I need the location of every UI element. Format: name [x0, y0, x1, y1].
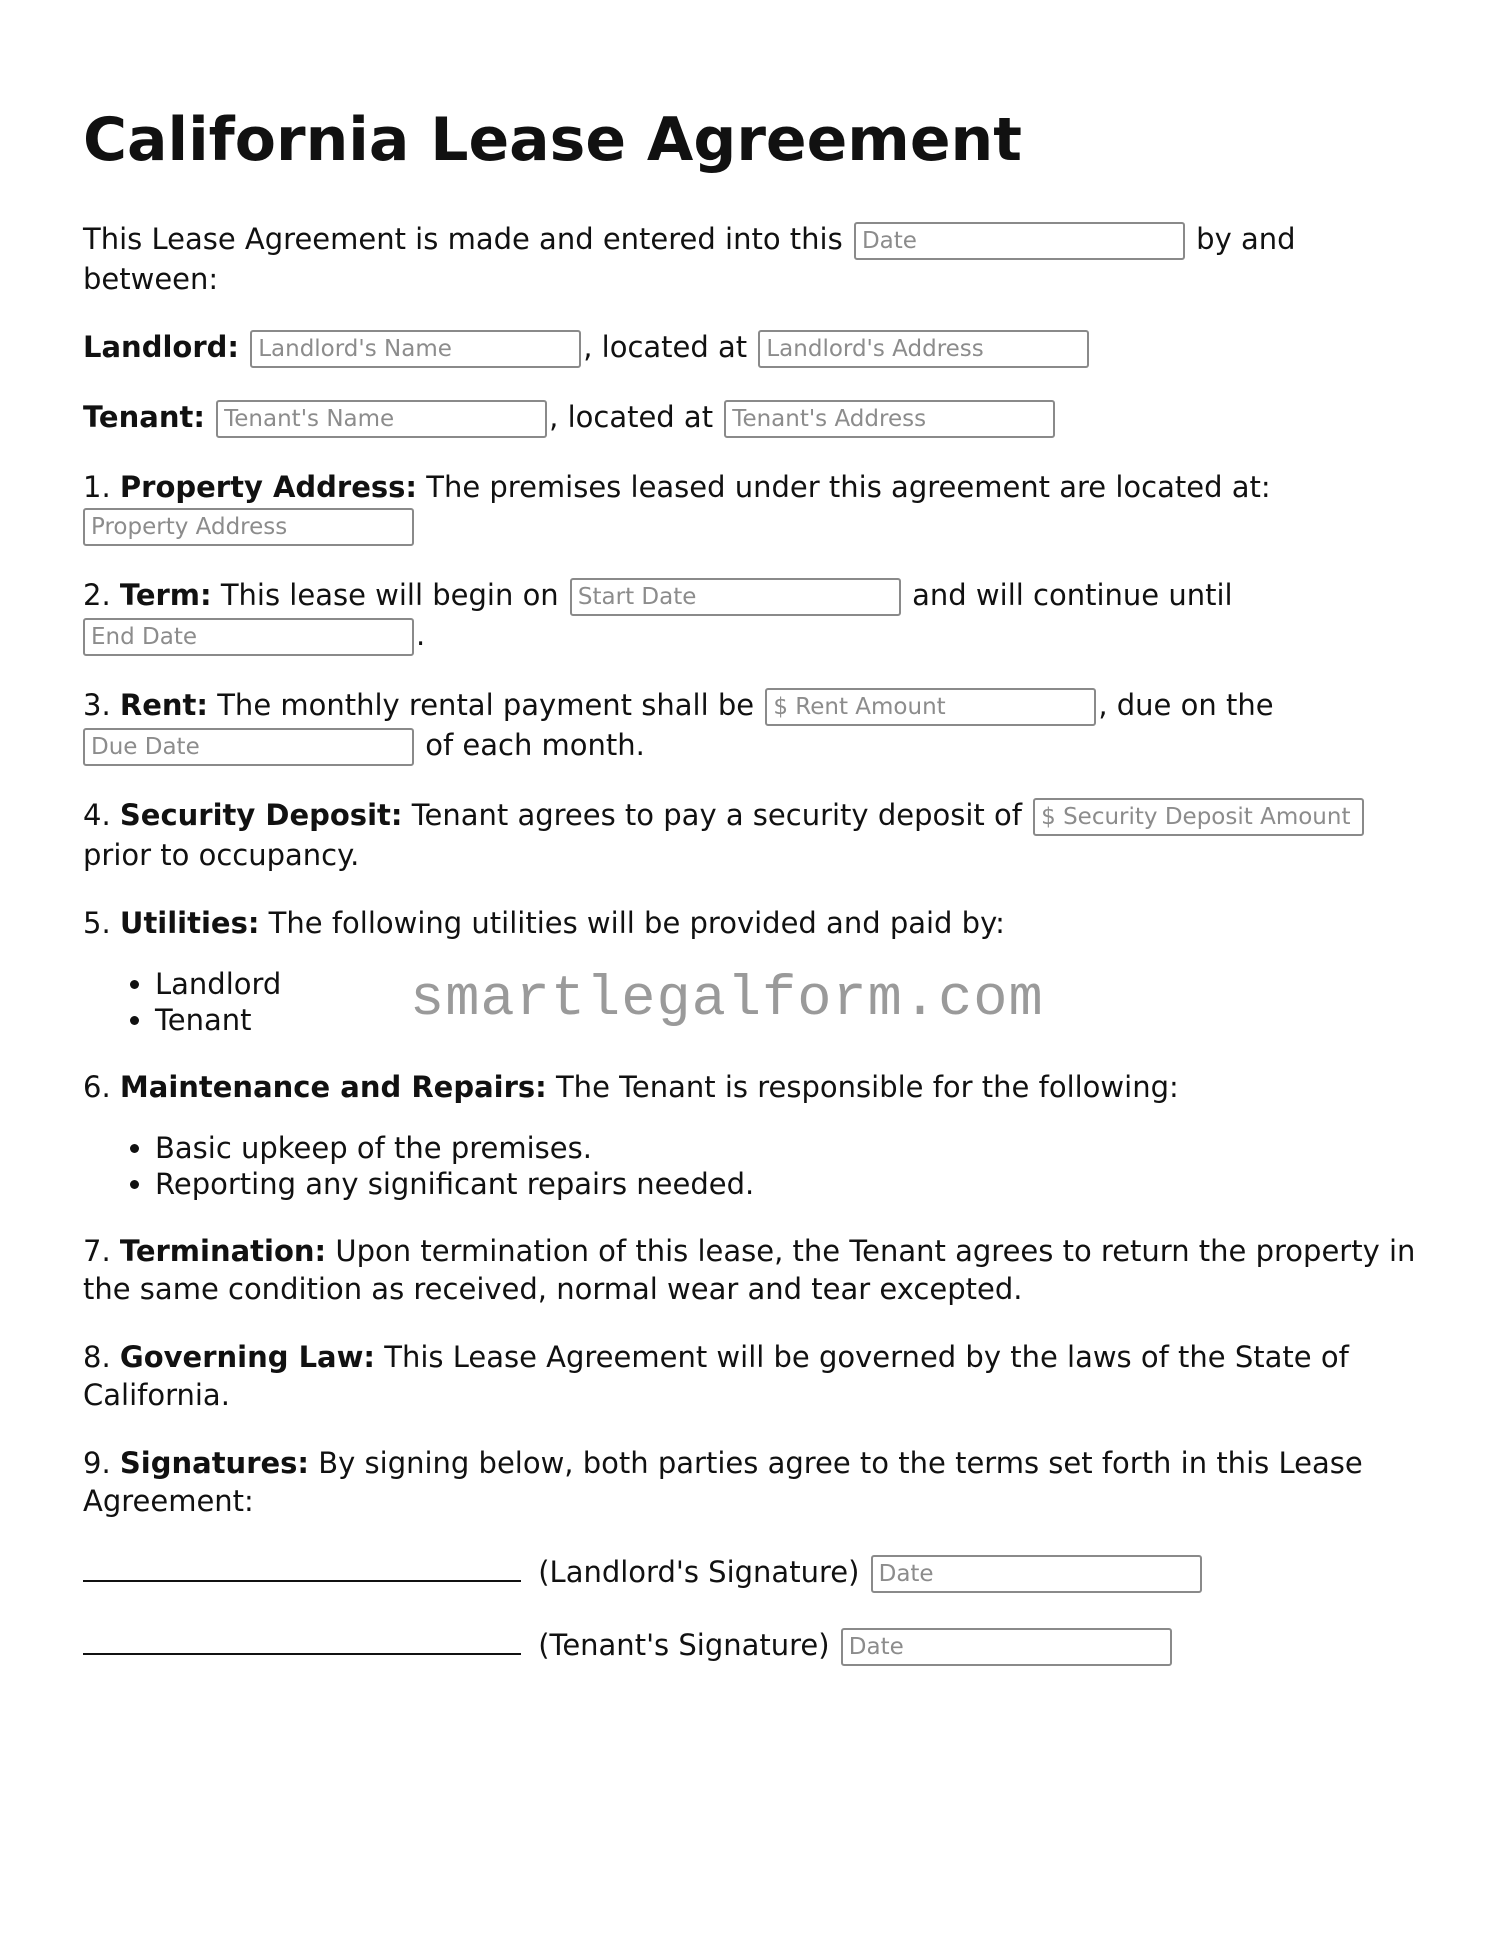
list-item: • Tenant [155, 1002, 1423, 1038]
page-title: California Lease Agreement [83, 105, 1022, 175]
security-deposit-input[interactable] [1033, 798, 1364, 836]
section-text: The Tenant is responsible for the following: [555, 1070, 1179, 1104]
tenant-label: Tenant: [83, 400, 205, 434]
section-heading: Governing Law: [119, 1340, 376, 1374]
tenant-signature-row [83, 1623, 1423, 1666]
section-number: 1. [83, 470, 111, 504]
tenant-name-input[interactable] [216, 400, 547, 438]
rent-text-before: The monthly rental payment shall be [217, 688, 755, 722]
section-rent [83, 686, 1423, 766]
section-number: 9. [83, 1446, 111, 1480]
deposit-text-end: prior to occupancy. [83, 838, 360, 872]
section-termination [83, 1232, 1423, 1308]
section-text: This Lease Agreement will be governed by the laws of the State of California. [83, 1340, 1349, 1412]
section-heading: Rent: [119, 688, 208, 722]
section-heading: Utilities: [119, 906, 260, 940]
section-number: 6. [83, 1070, 111, 1104]
start-date-input[interactable] [570, 578, 901, 616]
tenant-located-at: , located at [549, 400, 714, 434]
due-date-input[interactable] [83, 728, 414, 766]
utilities-list [83, 966, 1423, 1038]
deposit-text-before: Tenant agrees to pay a security deposit of [411, 798, 1022, 832]
rent-text-end: of each month. [425, 728, 645, 762]
property-address-input[interactable] [83, 508, 414, 546]
section-text: The following utilities will be provided and paid by: [268, 906, 1005, 940]
landlord-label: Landlord: [83, 330, 239, 364]
intro-text-after: by and between: [83, 222, 1296, 296]
landlord-signature-row [83, 1550, 1423, 1593]
landlord-located-at: , located at [583, 330, 748, 364]
landlord-line [83, 328, 1423, 368]
section-heading: Signatures: [119, 1446, 310, 1480]
section-number: 3. [83, 688, 111, 722]
section-text: Upon termination of this lease, the Tenant agrees to return the property in the same condition as received, normal wear and tear excepted. [83, 1234, 1416, 1306]
intro-paragraph [83, 220, 1423, 298]
end-date-input[interactable] [83, 618, 414, 656]
intro-text-before: This Lease Agreement is made and entered into this [83, 222, 843, 256]
watermark: smartlegalform.com [410, 968, 1044, 1032]
rent-text-middle: , due on the [1098, 688, 1274, 722]
maintenance-list [83, 1130, 1423, 1202]
section-signatures [83, 1444, 1423, 1520]
agreement-date-input[interactable] [854, 222, 1185, 260]
section-heading: Property Address: [119, 470, 418, 504]
section-number: 7. [83, 1234, 111, 1268]
section-number: 2. [83, 578, 111, 612]
section-heading: Term: [119, 578, 212, 612]
tenant-line [83, 398, 1423, 438]
utilities-list-wrap [83, 966, 1423, 1038]
tenant-address-input[interactable] [724, 400, 1055, 438]
list-item: • Reporting any significant repairs needed. [155, 1166, 1423, 1202]
section-heading: Maintenance and Repairs: [119, 1070, 547, 1104]
section-text: By signing below, both parties agree to the terms set forth in this Lease Agreement: [83, 1446, 1363, 1518]
tenant-signature-date-input[interactable] [841, 1628, 1172, 1666]
rent-amount-input[interactable] [765, 688, 1096, 726]
section-security-deposit [83, 796, 1423, 874]
list-item: • Basic upkeep of the premises. [155, 1130, 1423, 1166]
section-number: 5. [83, 906, 111, 940]
section-number: 4. [83, 798, 111, 832]
term-text-end: . [416, 618, 426, 652]
landlord-signature-label: (Landlord's Signature) [538, 1555, 860, 1589]
section-heading: Security Deposit: [119, 798, 403, 832]
section-utilities [83, 904, 1423, 942]
lease-document [83, 100, 1423, 1696]
landlord-signature-date-input[interactable] [871, 1555, 1202, 1593]
section-heading: Termination: [119, 1234, 327, 1268]
term-text-before: This lease will begin on [220, 578, 559, 612]
landlord-address-input[interactable] [758, 330, 1089, 368]
tenant-signature-label: (Tenant's Signature) [538, 1628, 830, 1662]
term-text-middle: and will continue until [912, 578, 1233, 612]
section-property [83, 468, 1423, 546]
section-governing-law [83, 1338, 1423, 1414]
section-number: 8. [83, 1340, 111, 1374]
list-item: • Landlord [155, 966, 1423, 1002]
section-text: The premises leased under this agreement are located at: [426, 470, 1271, 504]
landlord-signature-line[interactable] [83, 1550, 521, 1582]
landlord-name-input[interactable] [250, 330, 581, 368]
section-term [83, 576, 1423, 656]
section-maintenance [83, 1068, 1423, 1106]
tenant-signature-line[interactable] [83, 1623, 521, 1655]
